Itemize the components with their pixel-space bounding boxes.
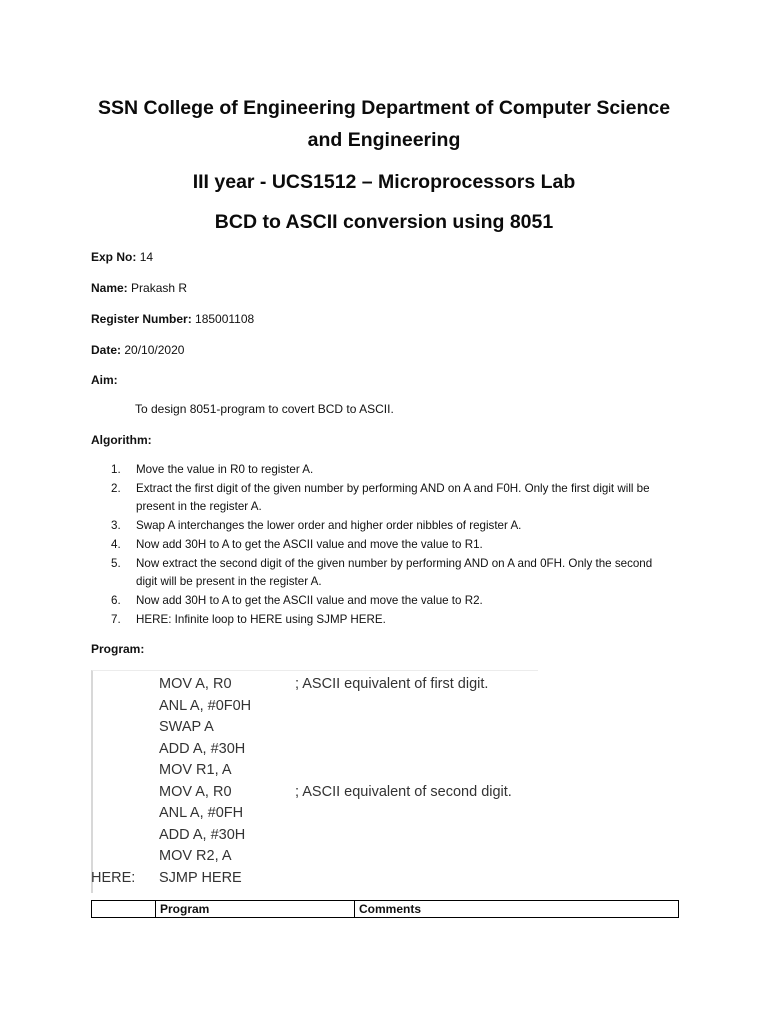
code-comment	[295, 696, 551, 718]
algorithm-step	[111, 611, 671, 630]
algorithm-step-number: 2.	[111, 481, 121, 495]
algorithm-step-text: Swap A interchanges the lower order and higher order nibbles of register A.	[136, 519, 522, 533]
algorithm-step-text: Move the value in R0 to register A.	[136, 463, 314, 476]
code-comment	[295, 760, 551, 782]
code-instruction: ADD A, #30H	[159, 826, 246, 843]
program-comments-table	[91, 900, 679, 918]
algorithm-step	[111, 517, 671, 536]
code-comment	[295, 868, 551, 890]
algorithm-step	[111, 592, 671, 611]
code-instruction: SWAP A	[159, 719, 214, 735]
algorithm-step	[111, 536, 671, 555]
code-label	[91, 760, 159, 782]
exp-no-field	[91, 249, 153, 265]
code-label	[91, 782, 159, 804]
name-label: Name:	[91, 281, 128, 295]
aim-heading	[91, 372, 118, 388]
algorithm-heading	[91, 432, 152, 448]
code-label	[91, 717, 159, 739]
register-number-value: 185001108	[195, 312, 255, 326]
algorithm-step-number: 4.	[111, 537, 121, 551]
code-instruction: MOV R1, A	[159, 762, 232, 778]
exp-no-label: Exp No:	[91, 250, 137, 264]
code-line	[91, 868, 551, 890]
code-instruction: ADD A, #30H	[159, 740, 246, 757]
code-label	[91, 803, 159, 825]
code-line	[91, 803, 551, 825]
course-title: III year - UCS1512 – Microprocessors Lab	[192, 171, 576, 193]
table-header-comments: Comments	[355, 901, 679, 918]
code-comment	[295, 717, 551, 739]
date-label: Date:	[91, 343, 122, 357]
code-line	[91, 739, 551, 761]
program-heading	[91, 641, 144, 657]
code-comment	[295, 803, 551, 825]
algorithm-step-text: Now add 30H to A to get the ASCII value and move the value to R2.	[136, 593, 483, 607]
algorithm-step-text: HERE: Infinite loop to HERE using SJMP HERE.	[136, 612, 386, 626]
code-line	[91, 782, 551, 804]
experiment-title: BCD to ASCII conversion using 8051	[214, 211, 554, 233]
code-comment	[295, 846, 551, 868]
aim-text: To design 8051-program to covert BCD to ASCII.	[135, 402, 394, 416]
title-line-1: SSN College of Engineering Department of Computer Science	[97, 97, 671, 119]
code-label	[91, 846, 159, 868]
code-instruction: MOV A, R0	[159, 676, 232, 692]
program-label: Program:	[91, 642, 145, 656]
code-instruction: MOV A, R0	[159, 783, 232, 800]
code-instruction: ANL A, #0F0H	[159, 697, 252, 714]
date-field	[91, 342, 184, 358]
code-label	[91, 674, 159, 696]
code-label	[91, 696, 159, 718]
code-comment: ; ASCII equivalent of first digit.	[295, 676, 489, 692]
aim-label: Aim:	[91, 373, 118, 387]
algorithm-list	[111, 461, 671, 629]
code-comment	[295, 825, 551, 847]
exp-no-value: 14	[139, 250, 154, 264]
algorithm-step-number: 7.	[111, 612, 121, 626]
code-line	[91, 760, 551, 782]
algorithm-step-text: Now add 30H to A to get the ASCII value and move the value to R1.	[136, 537, 483, 551]
name-value: Prakash R	[131, 281, 188, 295]
algorithm-step-number: 3.	[111, 519, 121, 533]
algorithm-step	[111, 555, 671, 592]
table-header-program: Program	[156, 901, 355, 918]
code-line	[91, 717, 551, 739]
register-number-field	[91, 311, 254, 327]
algorithm-step	[111, 480, 671, 517]
code-instruction: SJMP HERE	[159, 869, 242, 886]
code-label: HERE:	[91, 869, 136, 886]
algorithm-step-number: 6.	[111, 593, 121, 607]
code-instruction: ANL A, #0FH	[159, 805, 244, 821]
code-line	[91, 696, 551, 718]
algorithm-step-text: Now extract the second digit of the given number by performing AND on A and 0FH. Only the second digit will be present in the register A.	[136, 556, 653, 589]
algorithm-step-number: 1.	[111, 463, 121, 476]
algorithm-label: Algorithm:	[91, 433, 152, 447]
title-line-2: and Engineering	[307, 129, 461, 151]
algorithm-step-number: 5.	[111, 556, 121, 570]
code-instruction: MOV R2, A	[159, 848, 232, 864]
code-comment: ; ASCII equivalent of second digit.	[295, 783, 512, 800]
program-code	[91, 674, 551, 889]
register-number-label: Register Number:	[91, 312, 192, 326]
code-comment	[295, 739, 551, 761]
code-line	[91, 846, 551, 868]
name-field	[91, 280, 187, 296]
code-label	[91, 739, 159, 761]
code-line	[91, 825, 551, 847]
code-line	[91, 674, 551, 696]
algorithm-step	[111, 461, 671, 480]
algorithm-step-text: Extract the first digit of the given number by performing AND on A and F0H. Only the first digit will be present in the register A.	[136, 481, 650, 514]
table-header-row	[92, 901, 679, 918]
table-header-blank	[92, 901, 156, 918]
code-label	[91, 825, 159, 847]
date-value: 20/10/2020	[124, 343, 185, 357]
